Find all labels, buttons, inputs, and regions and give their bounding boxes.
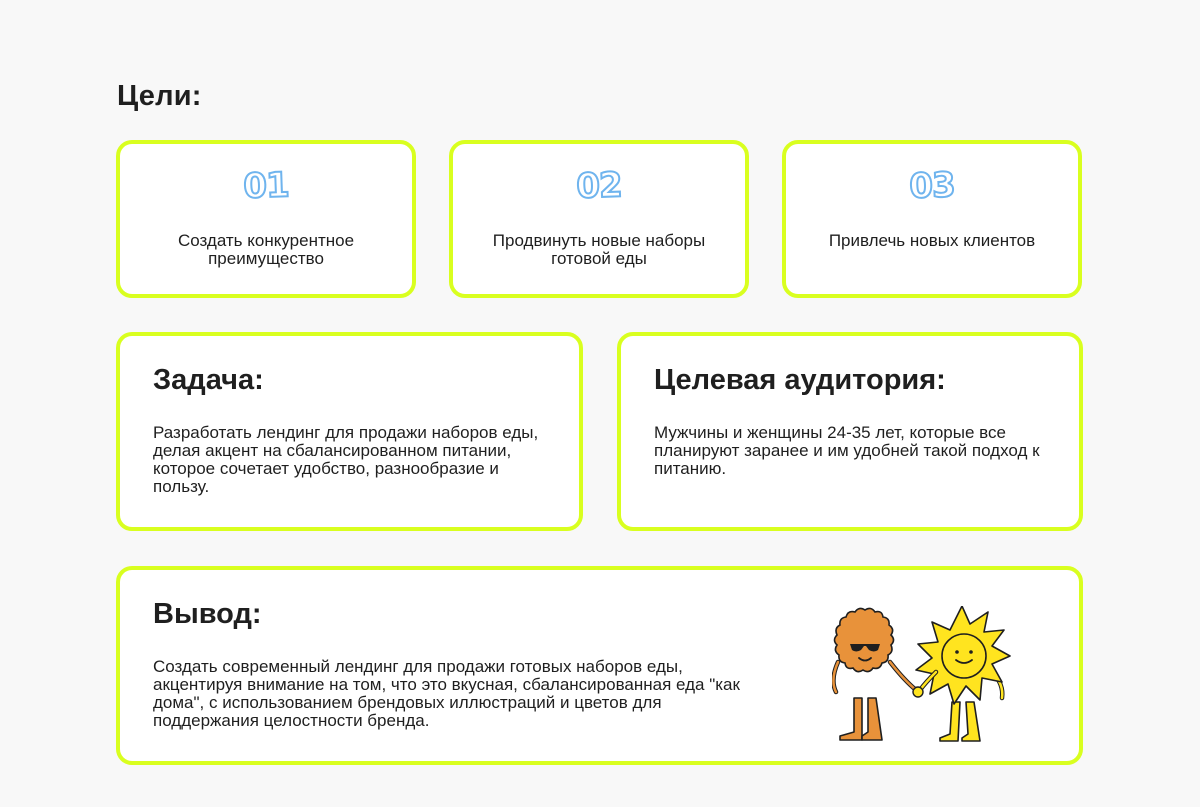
goal-card	[116, 140, 416, 298]
goal-number: 02	[575, 165, 623, 207]
goal-number: 03	[908, 165, 956, 207]
task-card	[116, 332, 583, 531]
audience-card	[617, 332, 1083, 531]
goal-text: Продвинуть новые наборы готовой еды	[492, 231, 706, 268]
goal-card	[449, 140, 749, 298]
cookie-mascot	[833, 608, 916, 740]
sun-mascot	[913, 606, 1010, 741]
audience-text: Мужчины и женщины 24-35 лет, которые все планируют заранее и им удобней такой подход к питанию.	[654, 423, 1040, 478]
goal-text: Создать конкурентное преимущество	[177, 231, 355, 268]
audience-heading: Целевая аудитория:	[654, 364, 946, 396]
mascots-illustration	[832, 606, 1032, 742]
goal-card	[782, 140, 1082, 298]
conclusion-text: Создать современный лендинг для продажи готовых наборов еды, акцентируя внимание на том, что это вкусная, сбалансированная еда "как дома", с использованием брендовых иллюстраций и цветов для поддержания целостности бренда.	[153, 657, 740, 730]
conclusion-card	[116, 566, 1083, 765]
conclusion-heading: Вывод:	[153, 598, 262, 630]
task-text: Разработать лендинг для продажи наборов еды, делая акцент на сбалансированном питании, которое сочетает удобство, разнообразие и пользу.	[153, 423, 539, 496]
goal-number: 01	[242, 165, 290, 207]
goals-title: Цели:	[117, 80, 202, 112]
goal-text: Привлечь новых клиентов	[828, 231, 1036, 250]
task-heading: Задача:	[153, 364, 264, 396]
